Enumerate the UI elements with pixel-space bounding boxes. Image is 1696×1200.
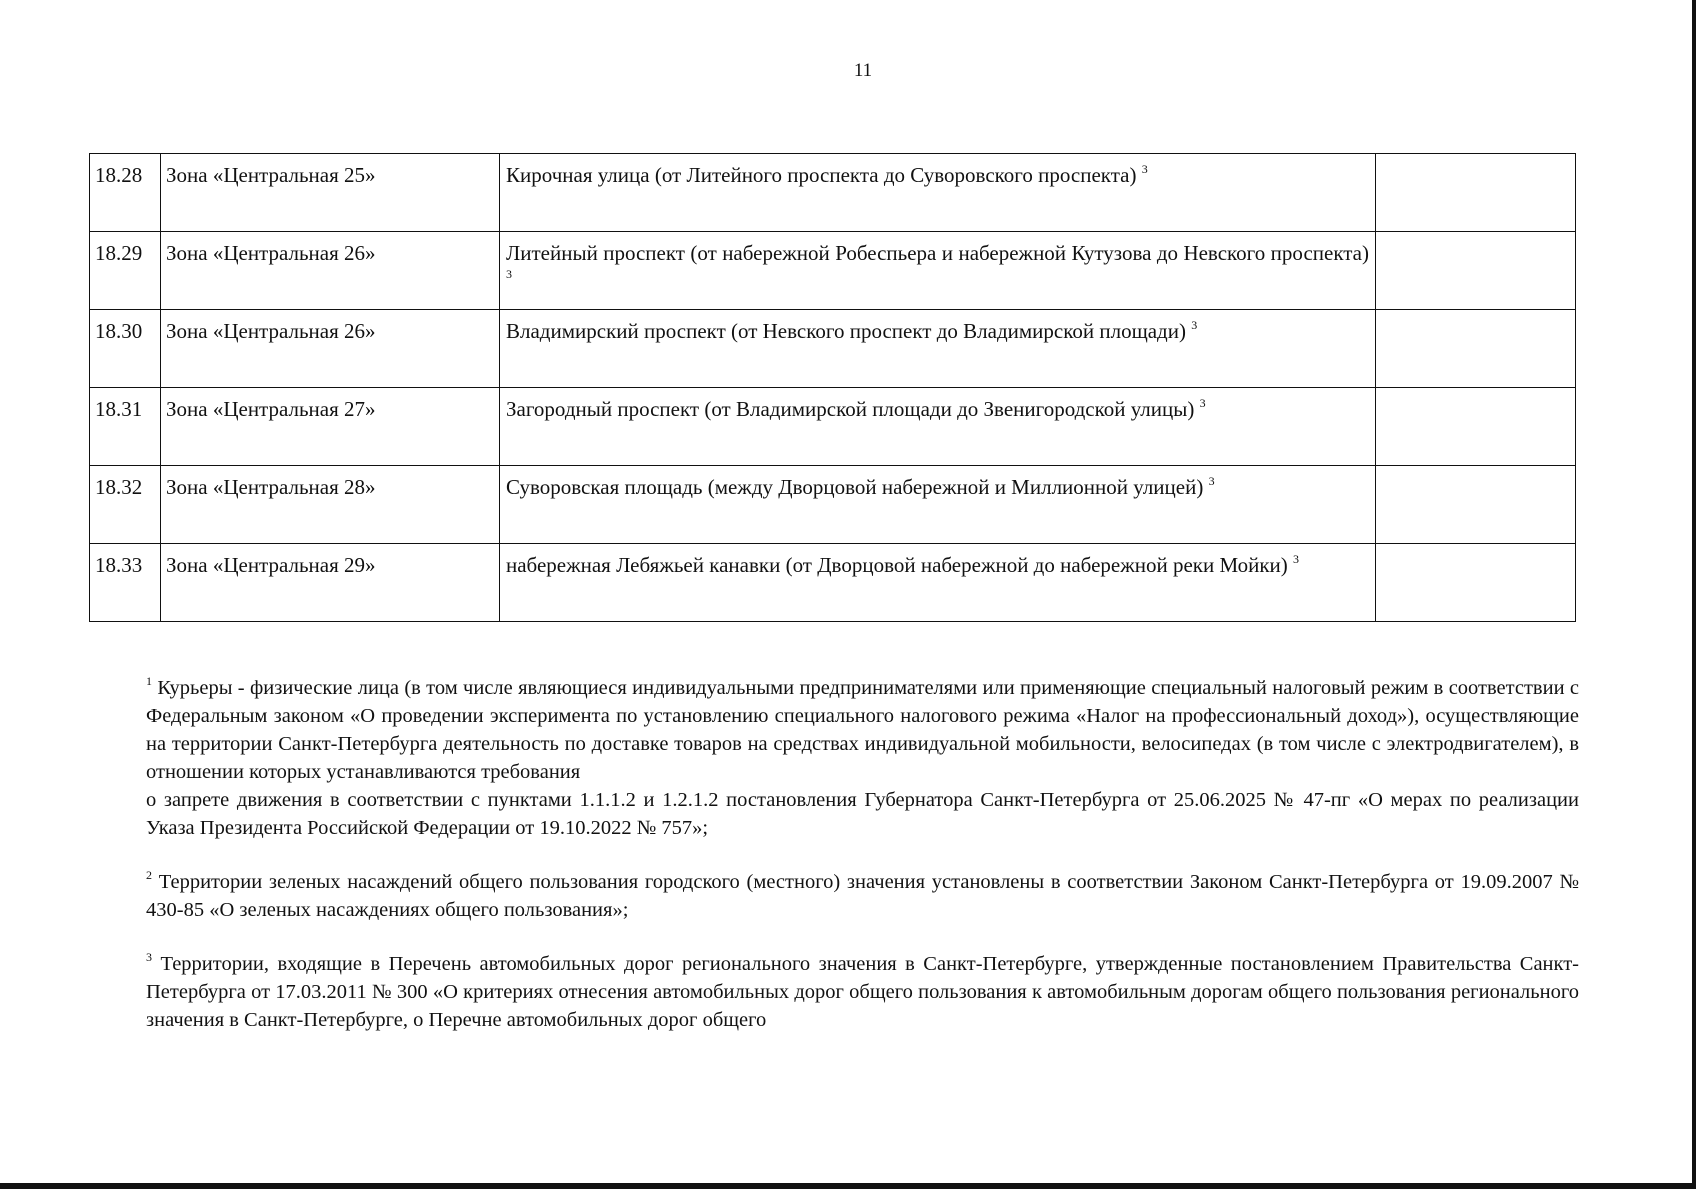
empty-cell [1376,388,1576,466]
footnote-mark: 2 [146,868,152,882]
footnote-2 [146,868,1579,924]
zone-description [500,544,1376,622]
zone-name: Зона «Центральная 28» [161,466,500,544]
footnote-text: Территории, входящие в Перечень автомобильных дорог регионального значения в Санкт-Петербурге, утвержденные постановлением Правительства Санкт-Петербурга от 17.03.2011 № 300 «О критериях отнесения автомобильных дорог общего пользования к автомобильным дорогам общего пользования регионального значения в Санкт-Петербурге, о Перечне автомобильных дорог общего [146,953,1580,1031]
zone-name: Зона «Центральная 26» [161,232,500,310]
footnote-text: Курьеры - физические лица (в том числе являющиеся индивидуальными предпринимателями или применяющие специальный налоговый режим в соответствии с Федеральным законом «О проведении эксперимента по установлению специального налогового режима «Налог на профессиональный доход»), осуществляющие на территории Санкт-Петербурга деятельность по доставке товаров на средствах индивидуальной мобильности, велосипедах (в том числе с электродвигателем), в отношении которых устанавливаются требования [146,677,1579,783]
table-row [90,232,1576,310]
row-number: 18.31 [90,388,161,466]
description-text: Литейный проспект (от набережной Робеспьера и набережной Кутузова до Невского проспекта) [506,241,1369,265]
table-row [90,466,1576,544]
zone-name: Зона «Центральная 26» [161,310,500,388]
footnote-mark: 1 [146,674,152,688]
footnote-mark: 3 [146,950,152,964]
zone-name: Зона «Центральная 25» [161,154,500,232]
footnote-1-continuation: о запрете движения в соответствии с пунктами 1.1.1.2 и 1.2.1.2 постановления Губернатора Санкт-Петербурга от 25.06.2025 № 47-пг «О мерах по реализации Указа Президента Российской Федерации от 19.10.2022 № 757»; [146,789,1579,839]
scan-bottom-edge [0,1183,1696,1189]
footnote-3 [146,950,1579,1034]
footnote-ref: 3 [1191,318,1198,332]
zone-description [500,232,1376,310]
row-number: 18.33 [90,544,161,622]
row-number: 18.28 [90,154,161,232]
description-text: Суворовская площадь (между Дворцовой набережной и Миллионной улицей) [506,475,1204,499]
empty-cell [1376,310,1576,388]
description-text: набережная Лебяжьей канавки (от Дворцовой набережной до набережной реки Мойки) [506,553,1288,577]
table-row [90,544,1576,622]
row-number: 18.32 [90,466,161,544]
description-text: Кирочная улица (от Литейного проспекта до Суворовского проспекта) [506,163,1137,187]
empty-cell [1376,154,1576,232]
zones-table [89,153,1576,622]
empty-cell [1376,466,1576,544]
footnote-ref: 3 [506,267,512,282]
footnote-ref: 3 [1141,162,1148,176]
row-number: 18.29 [90,232,161,310]
zone-description [500,154,1376,232]
footnote-text: Территории зеленых насаждений общего пользования городского (местного) значения установлены в соответствии Законом Санкт-Петербурга от 19.09.2007 № 430-85 «О зеленых насаждениях общего пользования»; [146,871,1580,921]
footnote-ref: 3 [1208,474,1215,488]
description-text: Загородный проспект (от Владимирской площади до Звенигородской улицы) [506,397,1195,421]
footnote-ref: 3 [1293,552,1300,566]
footnotes [146,674,1579,1034]
page-number: 11 [853,60,873,81]
table-row [90,388,1576,466]
zone-description [500,310,1376,388]
scan-right-edge [1692,0,1696,1189]
zone-name: Зона «Центральная 27» [161,388,500,466]
footnote-1 [146,674,1579,786]
empty-cell [1376,232,1576,310]
table-row [90,154,1576,232]
footnote-ref: 3 [1199,396,1206,410]
description-text: Владимирский проспект (от Невского проспект до Владимирской площади) [506,319,1186,343]
zone-description [500,388,1376,466]
row-number: 18.30 [90,310,161,388]
zone-name: Зона «Центральная 29» [161,544,500,622]
table-row [90,310,1576,388]
zone-description [500,466,1376,544]
empty-cell [1376,544,1576,622]
